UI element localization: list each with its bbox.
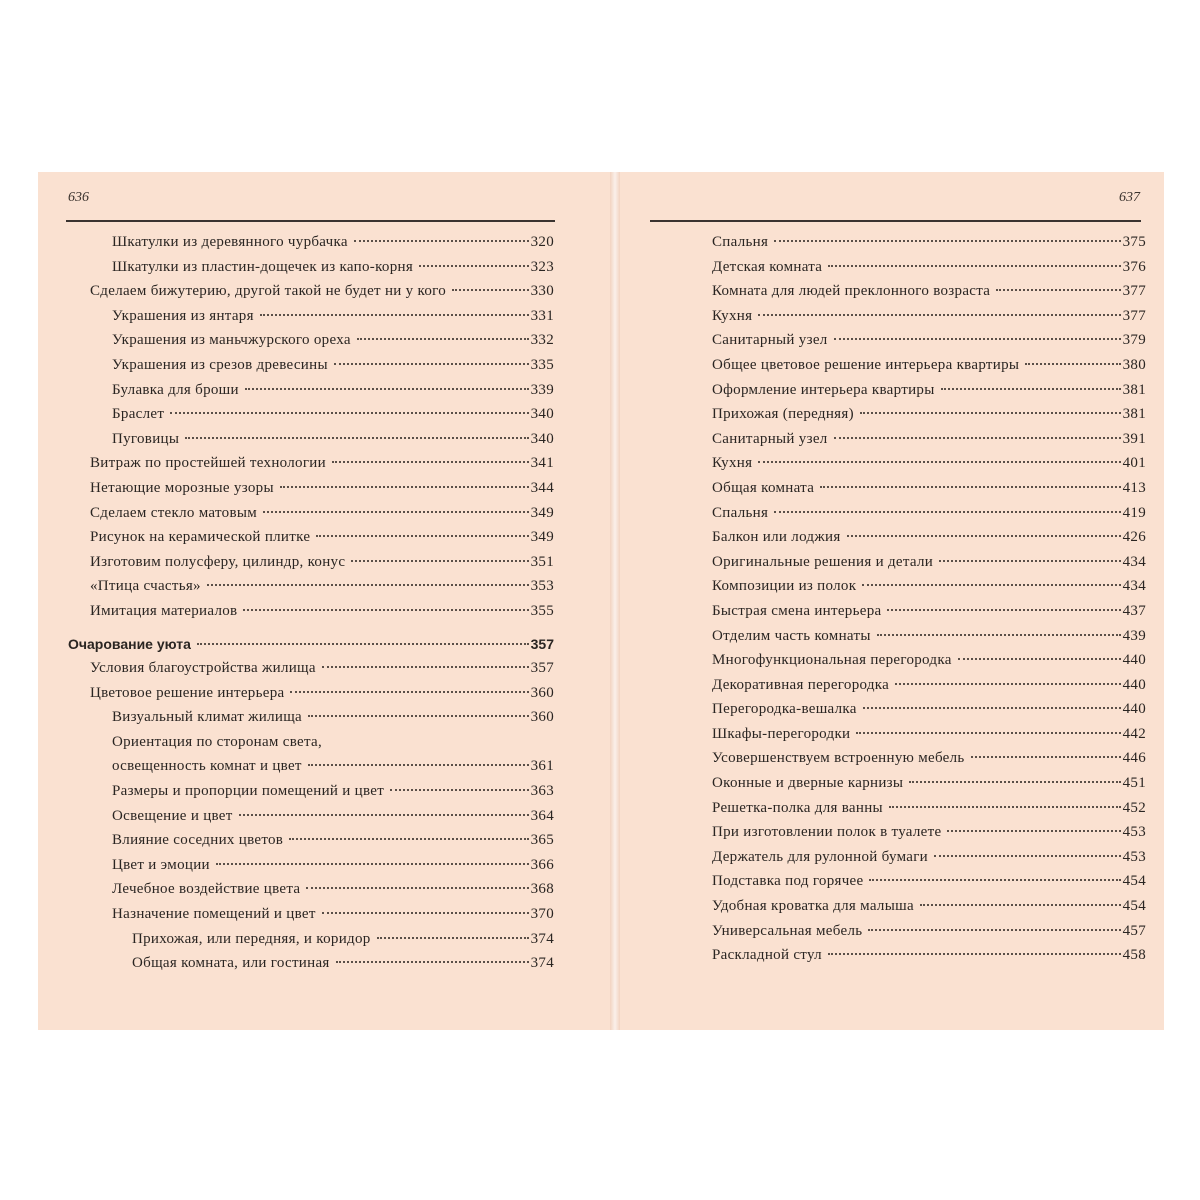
toc-entry <box>68 402 554 427</box>
toc-entry <box>68 730 554 755</box>
toc-entry-page: 323 <box>530 258 554 275</box>
toc-entry <box>712 599 1146 624</box>
toc-entry-title: Санитарный узел <box>712 430 828 447</box>
toc-entry-title: Очарование уюта <box>68 635 191 652</box>
toc-entry-title: Решетка-полка для ванны <box>712 799 883 816</box>
header-rule <box>66 220 555 222</box>
toc-entry <box>68 853 554 878</box>
dot-leader <box>245 388 529 390</box>
dot-leader <box>197 643 529 645</box>
dot-leader <box>260 314 529 316</box>
toc-entry <box>712 648 1146 673</box>
toc-entry-page: 349 <box>530 529 554 546</box>
toc-entry-title: Шкатулки из деревянного чурбачка <box>112 234 348 250</box>
toc-entry-page: 440 <box>1122 676 1146 693</box>
toc-entry-page: 357 <box>530 635 554 652</box>
toc-entry-page: 454 <box>1122 873 1146 890</box>
toc-entry-title: Балкон или лоджия <box>712 529 841 546</box>
toc-entry-title: Ориентация по сторонам света, <box>112 733 323 750</box>
toc-entry <box>68 279 554 304</box>
toc-entry-page: 381 <box>1122 406 1146 423</box>
dot-leader <box>334 363 529 365</box>
dot-leader <box>868 929 1120 931</box>
toc-entry-title: Булавка для броши <box>112 381 239 398</box>
page-number: 637 <box>1119 190 1140 205</box>
toc-entry-page: 355 <box>530 602 554 619</box>
left-page <box>38 172 610 1030</box>
toc-entry-title: Шкафы-перегородки <box>712 725 851 742</box>
toc-entry-page: 439 <box>1122 627 1146 644</box>
toc-entry <box>712 525 1146 550</box>
dot-leader <box>877 634 1121 636</box>
toc-entry-page: 446 <box>1122 750 1146 767</box>
dot-leader <box>860 412 1121 414</box>
toc-entry-title: Общая комната, или гостиная <box>132 955 330 972</box>
toc-entry-title: При изготовлении полок в туалете <box>712 824 942 841</box>
toc-entry <box>712 427 1146 452</box>
toc-entry-title: «Птица счастья» <box>90 578 201 595</box>
toc-entry-title: Оригинальные решения и детали <box>712 553 934 570</box>
toc-entry <box>712 304 1146 329</box>
dot-leader <box>308 715 529 717</box>
toc-entry-page: 361 <box>530 758 554 775</box>
toc-entry <box>712 501 1146 526</box>
dot-leader <box>1025 363 1120 365</box>
toc-entry <box>68 656 554 681</box>
dot-leader <box>887 609 1120 611</box>
dot-leader <box>834 437 1121 439</box>
toc-entry-title: Сделаем бижутерию, другой такой не будет ни у кого <box>90 283 447 300</box>
toc-entry <box>68 705 554 730</box>
toc-entry-title: Прихожая, или передняя, и коридор <box>132 930 371 947</box>
dot-leader <box>758 314 1120 316</box>
toc-entry-title: Кухня <box>712 307 753 324</box>
toc-entry-page: 368 <box>530 881 554 898</box>
toc-entry-page: 353 <box>530 578 554 595</box>
toc-entry-page: 440 <box>1122 652 1146 669</box>
dot-leader <box>354 240 529 242</box>
toc-entry <box>712 894 1146 919</box>
toc-entry-title: Украшения из маньчжурского ореха <box>112 332 351 349</box>
toc-entry-page: 451 <box>1122 775 1146 792</box>
toc-entry-title: Композиции из полок <box>712 578 857 595</box>
toc-entry <box>68 574 554 599</box>
dot-leader <box>828 953 1121 955</box>
toc-entry-page: 434 <box>1122 553 1146 570</box>
toc-entry-page: 453 <box>1122 848 1146 865</box>
dot-leader <box>895 683 1120 685</box>
toc-entry <box>712 722 1146 747</box>
dot-leader <box>419 265 529 267</box>
toc-entry <box>712 697 1146 722</box>
toc-entry <box>712 796 1146 821</box>
dot-leader <box>856 732 1120 734</box>
toc-entry <box>68 550 554 575</box>
dot-leader <box>357 338 529 340</box>
dot-leader <box>971 756 1121 758</box>
toc-entry <box>68 525 554 550</box>
dot-leader <box>909 781 1120 783</box>
toc-entry <box>712 820 1146 845</box>
toc-entry <box>68 804 554 829</box>
toc-entry-title: Держатель для рулонной бумаги <box>712 848 929 865</box>
book-spread <box>38 172 1164 1030</box>
toc-entry-page: 419 <box>1122 504 1146 521</box>
toc-entry-title: Быстрая смена интерьера <box>712 602 882 619</box>
toc-entry-title: Витраж по простейшей технологии <box>90 455 326 472</box>
dot-leader <box>958 658 1121 660</box>
toc-entry-page: 360 <box>530 709 554 726</box>
toc-entry-title: Комната для людей преклонного возраста <box>712 283 991 300</box>
toc-entry-title: Украшения из срезов древесины <box>112 356 328 373</box>
toc-entry-page: 339 <box>530 381 554 398</box>
dot-leader <box>289 838 528 840</box>
toc-entry-title: Общее цветовое решение интерьера квартиры <box>712 356 1020 373</box>
toc-entry-page: 340 <box>530 430 554 447</box>
dot-leader <box>390 789 528 791</box>
toc-entry <box>712 771 1146 796</box>
toc-entry <box>712 869 1146 894</box>
toc-entry-title: Сделаем стекло матовым <box>90 504 258 521</box>
toc-entry-title: Многофункциональная перегородка <box>712 652 952 669</box>
toc-entry-title: освещенность комнат и цвет <box>112 758 302 775</box>
toc-entry-page: 426 <box>1122 529 1146 546</box>
toc-entry-page: 440 <box>1122 701 1146 718</box>
toc-list <box>68 230 554 976</box>
dot-leader <box>280 486 529 488</box>
toc-entry <box>68 902 554 927</box>
toc-entry-page: 320 <box>530 234 554 250</box>
toc-entry <box>68 451 554 476</box>
toc-entry <box>712 476 1146 501</box>
toc-entry <box>712 919 1146 944</box>
dot-leader <box>263 511 529 513</box>
toc-entry <box>68 779 554 804</box>
toc-entry <box>68 353 554 378</box>
toc-entry-page: 452 <box>1122 799 1146 816</box>
dot-leader <box>862 584 1120 586</box>
toc-entry <box>712 402 1146 427</box>
dot-leader <box>834 338 1121 340</box>
toc-entry-title: Украшения из янтаря <box>112 307 254 324</box>
right-page <box>620 172 1164 1030</box>
dot-leader <box>336 961 529 963</box>
toc-entry-page: 365 <box>530 832 554 849</box>
toc-entry-page: 442 <box>1122 725 1146 742</box>
toc-entry <box>68 632 554 657</box>
toc-entry <box>712 550 1146 575</box>
toc-entry-title: Оформление интерьера квартиры <box>712 381 935 398</box>
toc-entry <box>68 378 554 403</box>
toc-entry-page: 374 <box>530 955 554 972</box>
toc-entry-page: 454 <box>1122 898 1146 915</box>
toc-entry-page: 357 <box>530 660 554 677</box>
dot-leader <box>170 412 528 414</box>
dot-leader <box>322 912 529 914</box>
toc-entry-page: 374 <box>530 930 554 947</box>
toc-entry-page: 401 <box>1122 455 1146 472</box>
toc-entry-title: Цветовое решение интерьера <box>90 684 285 701</box>
toc-entry-page: 331 <box>530 307 554 324</box>
toc-entry-page: 330 <box>530 283 554 300</box>
toc-entry-page: 437 <box>1122 602 1146 619</box>
toc-entry-page: 351 <box>530 553 554 570</box>
toc-entry <box>68 230 554 255</box>
toc-entry-title: Раскладной стул <box>712 947 822 964</box>
dot-leader <box>185 437 528 439</box>
toc-entry-title: Браслет <box>112 406 165 423</box>
toc-entry <box>712 943 1146 968</box>
dot-leader <box>332 461 529 463</box>
dot-leader <box>216 863 529 865</box>
toc-entry <box>68 501 554 526</box>
toc-entry <box>68 681 554 706</box>
toc-entry <box>712 230 1146 255</box>
toc-entry-page: 370 <box>530 906 554 923</box>
toc-entry <box>68 476 554 501</box>
dot-leader <box>934 855 1121 857</box>
toc-entry-title: Лечебное воздействие цвета <box>112 881 301 898</box>
toc-entry-page: 375 <box>1122 234 1146 250</box>
toc-entry-page: 377 <box>1122 283 1146 300</box>
dot-leader <box>351 560 528 562</box>
toc-entry-title: Рисунок на керамической плитке <box>90 529 311 546</box>
toc-entry-title: Санитарный узел <box>712 332 828 349</box>
toc-entry <box>68 328 554 353</box>
toc-entry-title: Оконные и дверные карнизы <box>712 775 904 792</box>
dot-leader <box>820 486 1120 488</box>
toc-entry <box>68 754 554 779</box>
toc-entry-title: Общая комната <box>712 479 815 496</box>
toc-entry <box>712 574 1146 599</box>
page-number: 636 <box>68 190 89 205</box>
toc-entry <box>68 427 554 452</box>
toc-entry <box>712 746 1146 771</box>
toc-entry-title: Визуальный климат жилища <box>112 709 303 726</box>
toc-entry-title: Декоративная перегородка <box>712 676 890 693</box>
toc-entry-title: Отделим часть комнаты <box>712 627 871 644</box>
dot-leader <box>308 764 529 766</box>
dot-leader <box>996 289 1120 291</box>
dot-leader <box>316 535 528 537</box>
book-gutter <box>610 172 620 1030</box>
dot-leader <box>377 937 529 939</box>
toc-entry-title: Перегородка-вешалка <box>712 701 857 718</box>
toc-entry-page: 332 <box>530 332 554 349</box>
toc-entry-page: 340 <box>530 406 554 423</box>
toc-entry-title: Спальня <box>712 504 769 521</box>
dot-leader <box>869 879 1120 881</box>
toc-entry <box>712 451 1146 476</box>
toc-entry-title: Удобная кроватка для малыша <box>712 898 914 915</box>
toc-entry <box>68 927 554 952</box>
toc-entry <box>712 279 1146 304</box>
dot-leader <box>774 511 1120 513</box>
dot-leader <box>239 814 529 816</box>
dot-leader <box>306 887 528 889</box>
toc-entry <box>712 624 1146 649</box>
toc-entry-page: 335 <box>530 356 554 373</box>
dot-leader <box>941 388 1121 390</box>
dot-leader <box>847 535 1121 537</box>
dot-leader <box>828 265 1120 267</box>
toc-entry-page: 381 <box>1122 381 1146 398</box>
dot-leader <box>243 609 528 611</box>
toc-entry-page: 453 <box>1122 824 1146 841</box>
toc-entry <box>68 951 554 976</box>
toc-entry-page: 377 <box>1122 307 1146 324</box>
toc-entry <box>68 599 554 624</box>
toc-entry <box>712 328 1146 353</box>
toc-entry-title: Спальня <box>712 234 769 250</box>
dot-leader <box>758 461 1120 463</box>
dot-leader <box>947 830 1120 832</box>
toc-entry <box>712 845 1146 870</box>
dot-leader <box>452 289 529 291</box>
toc-entry-title: Освещение и цвет <box>112 807 233 824</box>
dot-leader <box>863 707 1121 709</box>
toc-entry-page: 366 <box>530 856 554 873</box>
toc-entry-page: 376 <box>1122 258 1146 275</box>
toc-entry-title: Цвет и эмоции <box>112 856 210 873</box>
toc-entry-title: Размеры и пропорции помещений и цвет <box>112 783 385 800</box>
dot-leader <box>920 904 1121 906</box>
toc-entry-page: 344 <box>530 479 554 496</box>
toc-entry-title: Назначение помещений и цвет <box>112 906 316 923</box>
toc-entry-title: Влияние соседних цветов <box>112 832 284 849</box>
toc-entry-title: Прихожая (передняя) <box>712 406 854 423</box>
dot-leader <box>889 806 1121 808</box>
toc-entry-title: Пуговицы <box>112 430 180 447</box>
toc-entry-title: Шкатулки из пластин-дощечек из капо-корня <box>112 258 414 275</box>
dot-leader <box>939 560 1121 562</box>
toc-entry-page: 434 <box>1122 578 1146 595</box>
dot-leader <box>207 584 529 586</box>
toc-entry-page: 360 <box>530 684 554 701</box>
dot-leader <box>290 691 528 693</box>
toc-entry-page: 363 <box>530 783 554 800</box>
toc-entry-title: Универсальная мебель <box>712 922 863 939</box>
dot-leader <box>774 240 1120 242</box>
toc-entry-page: 457 <box>1122 922 1146 939</box>
toc-entry-title: Подставка под горячее <box>712 873 864 890</box>
toc-entry-page: 379 <box>1122 332 1146 349</box>
toc-entry-title: Имитация материалов <box>90 602 238 619</box>
toc-entry <box>712 673 1146 698</box>
toc-entry-page: 380 <box>1122 356 1146 373</box>
toc-entry-title: Изготовим полусферу, цилиндр, конус <box>90 553 346 570</box>
toc-entry-page: 391 <box>1122 430 1146 447</box>
header-rule <box>650 220 1141 222</box>
toc-entry <box>712 255 1146 280</box>
toc-entry <box>68 877 554 902</box>
toc-entry <box>712 353 1146 378</box>
toc-list <box>712 230 1146 968</box>
toc-entry-title: Нетающие морозные узоры <box>90 479 274 496</box>
toc-entry-page: 413 <box>1122 479 1146 496</box>
toc-entry-title: Детская комната <box>712 258 823 275</box>
toc-entry-title: Кухня <box>712 455 753 472</box>
toc-entry-title: Условия благоустройства жилища <box>90 660 316 677</box>
toc-entry-page: 341 <box>530 455 554 472</box>
dot-leader <box>322 666 529 668</box>
toc-entry-title: Усовершенствуем встроенную мебель <box>712 750 965 767</box>
toc-entry-page: 364 <box>530 807 554 824</box>
toc-entry-page: 349 <box>530 504 554 521</box>
toc-entry-page: 458 <box>1122 947 1146 964</box>
toc-entry <box>712 378 1146 403</box>
toc-entry <box>68 304 554 329</box>
toc-entry <box>68 828 554 853</box>
toc-entry <box>68 255 554 280</box>
